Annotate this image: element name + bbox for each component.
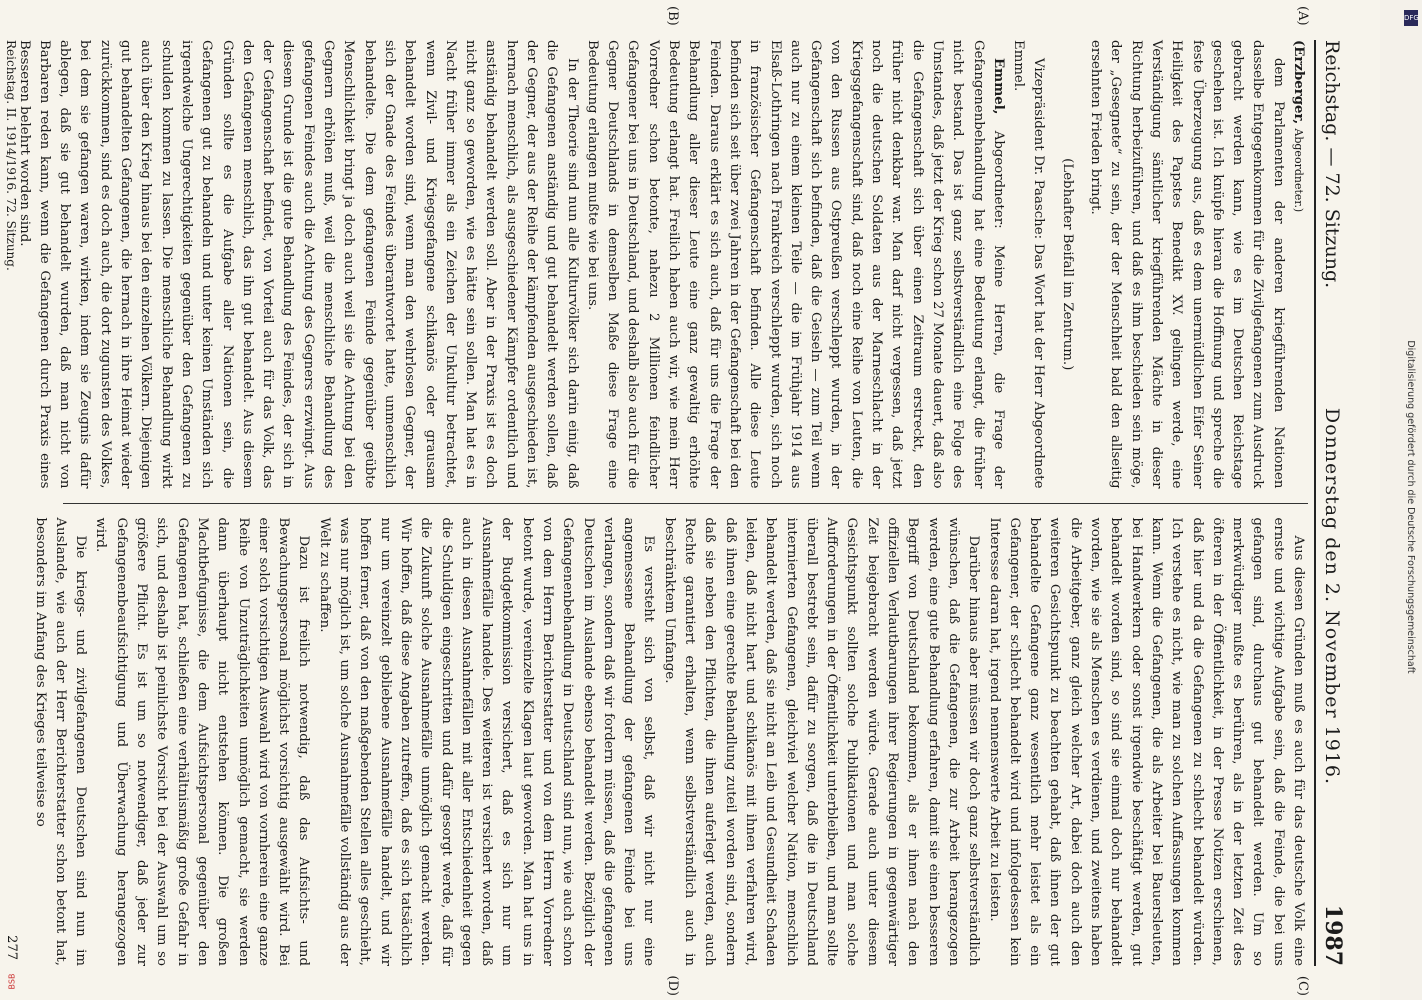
- margin-marker-d: (D): [665, 975, 680, 996]
- funding-note: Digitalisierung gefördert durch die Deutsche Forschungsgemeinschaft: [1405, 340, 1416, 674]
- bsb-mark: BSB: [7, 973, 17, 990]
- funding-strip: [1404, 10, 1418, 990]
- paragraph: Darüber hinaus aber müssen wir doch ganz selbstverständlich wünschen, daß die Gefangenen, die zur Arbeit herangezogen werden, eine gute Behandlung erfahren, damit sie einen besseren Begriff von Deutschland bekommen, als er ihnen nach den offiziellen Verlautbarungen ihrer Regierungen in gegenwärtiger Zeit beigebracht werden würde. Gerade auch unter diesem Gesichtspunkt sollten solche Publikationen und man solche Aufforderungen in der Öffentlichkeit unterbleiben, und man sollte überall bestrebt sein, dafür zu sorgen, daß die in Deutschland internierten Gefangenen, gleichviel welcher Nation, menschlich behandelt werden, daß sie nicht an Leib und Gesundheit Schaden leiden, daß nicht hart und schikanös mit ihnen verfahren wird, daß ihnen eine gerechte Behandlung zuteil worden sind, sondern daß sie neben den Pflichten, die ihnen auferlegt werden, auch Rechte garantiert erhalten, wenn selbstverständlich auch in beschränktem Umfange.: [661, 517, 982, 966]
- footer-citation: Reichstag. II. 1914/1916. 72. Sitzung.: [4, 40, 18, 271]
- speaker-line: Emmel, Abgeordneter: Meine Herren, die Frage der Gefangenenbehandlung hat eine Bedeutung erlangt, die früher nicht bestand. Das ist ganz selbstverständlich eine Folge des Umstandes, daß jetzt der Krieg schon 27 Monate dauert, daß also die Gefangenschaft sich über einen Zeitraum erstreckt, den früher nicht denkbar war. Man darf nicht vergessen, daß jetzt noch die deutschen Soldaten aus der Marneschlacht in der Kriegsgefangenschaft sind, daß noch eine Reihe von Leuten, die von den Russen aus Ostpreußen verschleppt wurden, in der Gefangenschaft sich befinden, daß die Geiseln — zum Teil wenn auch nur zu einem kleinen Teile — die im Frühjahr 1914 aus Elsaß-Lothringen nach Frankreich verschleppt wurden, sich noch in französischer Gefangenschaft befinden. Alle diese Leute befinden sich seit über zwei Jahren in der Gefangenschaft bei den Feinden. Daraus erklärt es sich auch, daß für uns die Frage der Behandlung aller dieser Leute eine ganz gewaltig erhöhte Bedeutung erlangt hat. Freilich haben auch wir, wie mein Herr Vorredner schon betonte, nahezu 2 Millionen feindlicher Gefangener bei uns in Deutschland, und deshalb also auch für die Gegner Deutschlands in demselben Maße diese Frage eine Bedeutung erlangen mußte wie bei uns.: [584, 40, 1006, 489]
- left-column: [16, 40, 1308, 489]
- paragraph: Es versteht sich von selbst, daß wir nicht nur eine angemessene Behandlung der gefangenen Feinde bei uns verlangen, sondern daß wir fordern müssen, daß die gefangenen Deutschen im Auslande ebenso behandelt werden. Bezüglich der Gefangenenbehandlung in Deutschland sind nun, wie auch schon von dem Herrn Berichterstatter und von dem Herrn Vorredner betont wurde, vereinzelte Klagen laut geworden. Man hat uns in der Budgetkommission versichert, daß es sich nur um Ausnahmefälle handele. Des weiteren ist versichert worden, daß auch in diesen Ausnahmefällen mit aller Entschiedenheit gegen die Schuldigen eingeschritten und dafür gesorgt werde, daß für die Zukunft solche Ausnahmefälle unmöglich gemacht werden. Wir hoffen, daß diese Angaben zutreffen, daß es sich tatsächlich nur um vereinzelt gebliebene Ausnahmefälle handelt, und wir hoffen ferner, daß von den maßgebenden Stellen alles geschieht, was nur möglich ist, um solche Ausnahmefälle vollständig aus der Welt zu schaffen.: [316, 517, 657, 966]
- paragraph: Die kriegs- und zivilgefangenen Deutschen sind nun im Auslande, wie auch der Herr Berichterstatter schon betont hat, besonders im Anfang des Krieges teilweise so: [32, 517, 89, 966]
- paragraph: Dazu ist freilich notwendig, daß das Aufsichts- und Bewachungspersonal möglichst vorsichtig ausgewählt wird. Bei einer solch vorsichtigen Auswahl wird von vornherein eine ganze Reihe von Unzuträglichkeiten unmöglich gemacht, sie werden dann überhaupt nicht entstehen können. Die großen Machtbefugnisse, die dem Aufsichtspersonal gegenüber den Gefangenen hat, schließen eine verhältnismäßig große Gefahr in sich, und deshalb ist peinlichste Vorsicht bei der Auswahl um so größere Pflicht. Es ist um so notwendiger, daß jeder zur Gefangenenbeaufsichtigung und Überwachung herangezogen wird.: [93, 517, 312, 966]
- text-columns: [16, 40, 1308, 966]
- header-left: Reichstag. — 72. Sitzung.: [1321, 40, 1343, 289]
- right-column: [32, 517, 1308, 967]
- margin-marker-b: (B): [665, 6, 680, 26]
- paragraph: In der Theorie sind nun alle Kulturvölker sich darin einig, daß die Gefangenen anständig und gut behandelt werden sollen, daß der Gegner, der aus der Reihe der kämpfenden ausgeschieden ist, hernach menschlich, als ausgeschiedener Kämpfer ordentlich und anständig behandelt werden soll. Aber in der Praxis ist es doch nicht ganz so geworden, wie es hätte sein sollen. Man hat es in Nacht früher immer als ein Zeichen der Unkultur betrachtet, wenn Zivil- und Kriegsgefangene schikanös oder grausam behandelt worden sind, wenn man den wehrlosen Gegner, der sich der Gnade des Feindes überantwortet hatte, unmenschlich behandelte. Die dem gefangenen Feinde gegenüber geübte Menschlichkeit bringt ja doch auch weil sie die Achtung bei den Gegnern erhöhen muß, weil die menschliche Behandlung des gefangenen Feindes auch die Achtung des Gegners erzwingt. Aus diesem Grunde ist die gute Behandlung des Feindes, der sich in der Gefangenschaft befindet, von Vorteil auch für das Volk, das den Gefangenen menschlich, das ihn gut behandelt. Aus diesem Gründen sollte es die Aufgabe aller Nationen sein, die Gefangenen gut zu behandeln und unter keinen Umständen sich irgendwelche Ungerechtigkeiten gegenüber den Gefangenen zu schulden kommen zu lassen. Die menschliche Behandlung wirkt auch über den Krieg hinaus bei den einzelnen Völkern. Diejenigen gut behandelten Gefangenen, die hernach in ihre Heimat wieder zurückkommen, sind es doch auch, die dort zugunsten des Volkes, bei dem sie gefangen waren, wirken, indem sie Zeugnis dafür ablegen, daß sie gut behandelt wurden, daß man nicht von Barbaren reden kann, wenn die Gefangenen durch Praxis eines Besseren belehrt worden sind.: [16, 40, 580, 489]
- applause-note: (Lebhafter Beifall im Zentrum.): [1059, 158, 1075, 371]
- footer-page-number: 277: [4, 935, 19, 960]
- paragraph: dem Parlamenten der anderen kriegführenden Nationen dasselbe Entgegenkommen für die Zivilgefangenen zum Ausdruck gebracht werden kann, wie es im Deutschen Reichstage geschehen ist. Ich knüpfe hieran die Hoffnung und spreche die feste Überzeugung aus, daß es dem unermüdlichen Eifer Seiner Heiligkeit des Papstes Benedikt XV. gelingen werde, eine Verständigung sämtlicher kriegführenden Mächte in dieser Richtung herbeizuführen, und daß es ihm beschieden sein möge, der „Gesegnete“ zu sein, der der Menschheit bald den allseitig ersehnten Frieden bringt.: [1088, 40, 1286, 489]
- header-date: Donnerstag den 2. November 1916.: [1321, 407, 1343, 786]
- speaker-line: (Erzberger, Abgeordneter.): [1291, 40, 1306, 213]
- margin-marker-a: (A): [1295, 6, 1310, 26]
- page-header: [1314, 40, 1346, 966]
- column-divider: [63, 503, 1308, 504]
- page-number: 1987: [1320, 904, 1346, 966]
- dfg-logo: DFG: [1404, 10, 1418, 26]
- vice-president-remark: Vizepräsident Dr. Paasche: Das Wort hat der Herr Abgeordnete Emmel.: [1011, 40, 1047, 489]
- margin-marker-c: (C): [1295, 975, 1310, 996]
- paragraph: Aus diesen Gründen muß es auch für das deutsche Volk eine ernste und wichtige Aufgabe sein, daß die Feinde, die bei uns gefangen sind, durchaus gut behandelt werden. Um so merkwürdiger mußte es berühren, als in der letzten Zeit des öfteren in der Öffentlichkeit, in der Presse Notizen erschienen, daß hier und da die Gefangenen zu schlecht behandelt würden. Ich verstehe es nicht, wie man zu solchen Auffassungen kommen kann. Wenn die Gefangenen, die als Arbeiter bei Bauersleuten, bei Handwerkern oder sonst irgendwie beschäftigt werden, gut behandelt worden sind, so sind sie einmal doch nur behandelt worden, wie sie als Menschen es verdienen, und zweitens haben die Arbeitgeber, ganz gleich welcher Art, dabei doch auch den weiteren Gesichtspunkt zu beachten gehabt, daß ihnen der gut behandelte Gefangene ganz wesentlich mehr leistet als ein Gefangener, der schlecht behandelt wird und infolgedessen kein Interesse daran hat, irgend nennenswerte Arbeit zu leisten.: [986, 517, 1306, 966]
